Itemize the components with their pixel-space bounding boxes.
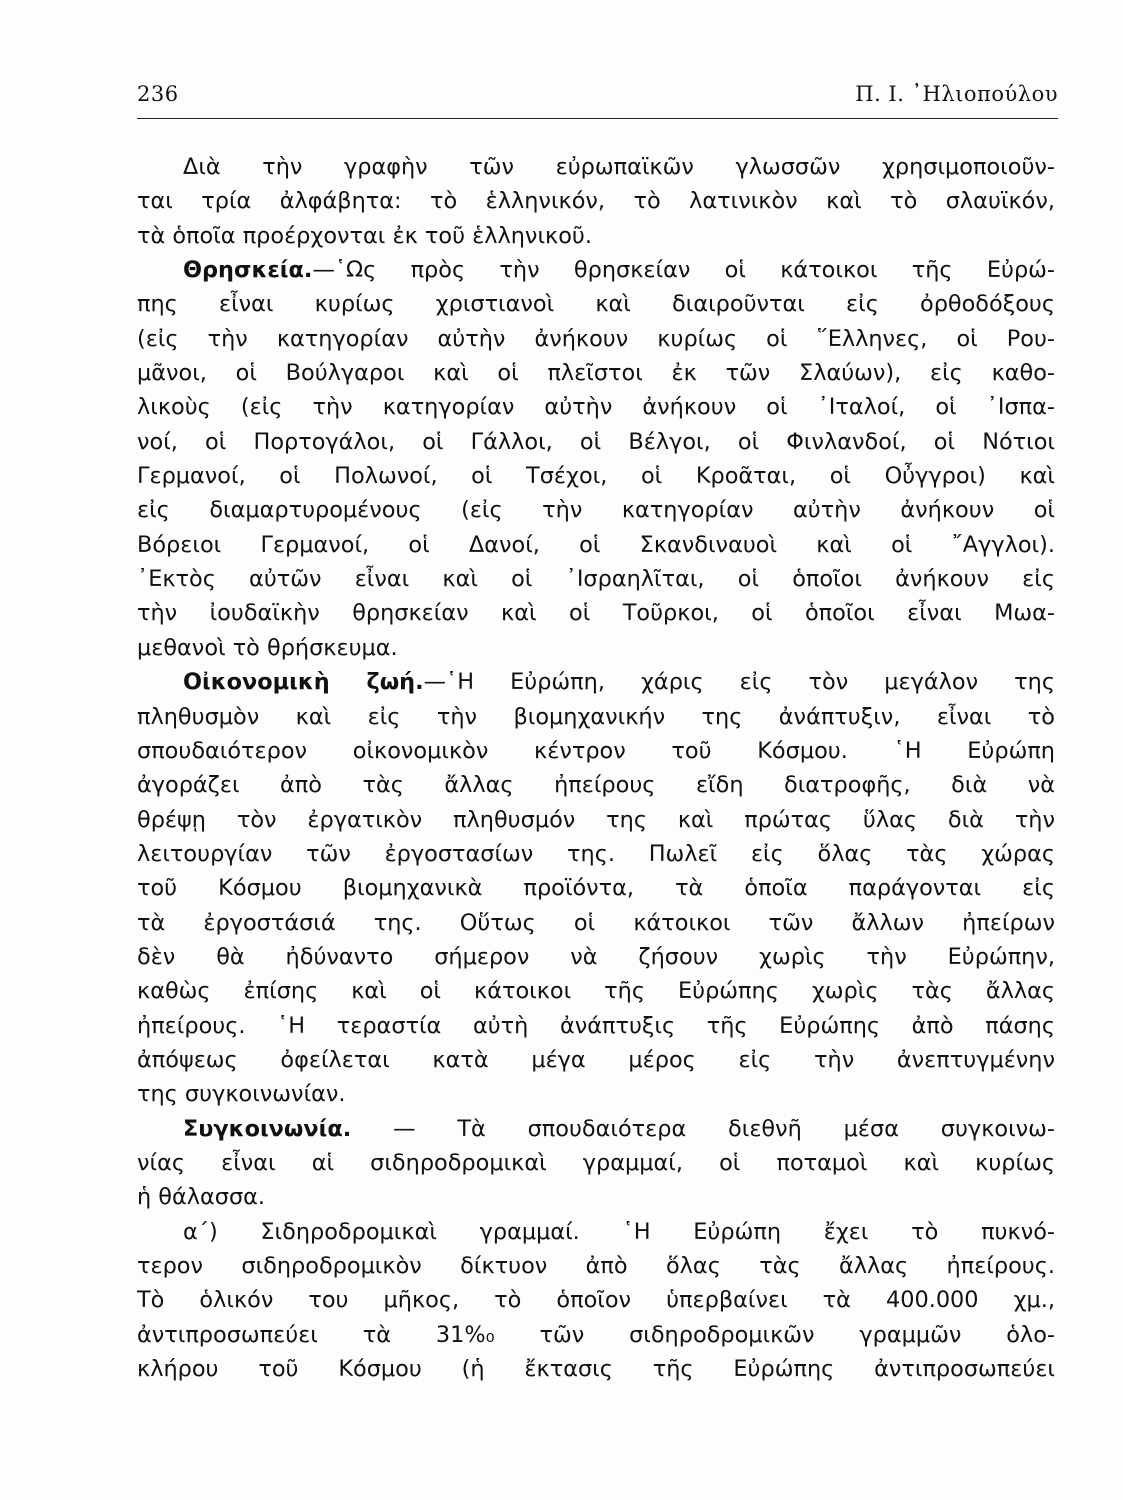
- text-line: Διὰ τὴν γραφὴν τῶν εὐρωπαϊκῶν γλωσσῶν χρησιμοποιοῦν-: [183, 154, 1055, 180]
- text-line: μεθανοὶ τὸ θρήσκευμα.: [137, 634, 398, 661]
- text-line-fragment: — Τὰ σπουδαιότερα διεθνῆ μέσα συγκοινω-: [393, 1115, 1055, 1142]
- text-line: τὰ ὁποῖα προέρχονται ἐκ τοῦ ἑλληνικοῦ.: [137, 222, 592, 249]
- paragraph-transport-first-line: [137, 1112, 1055, 1146]
- section-heading-economy: Οἰκονομικὴ ζωή.: [183, 669, 424, 696]
- text-line: ται τρία ἀλφάβητα: τὸ ἑλληνικόν, τὸ λατινικὸν καὶ τὸ σλαυϊκόν,: [137, 188, 1055, 215]
- text-line: θρέψῃ τὸν ἐργατικὸν πληθυσμόν της καὶ πρώτας ὕλας διὰ τὴν: [137, 806, 1055, 833]
- running-head: Π. Ι. ᾿Ηλιοπούλου: [855, 82, 1058, 106]
- text-line: Γερμανοί, οἱ Πολωνοί, οἱ Τσέχοι, οἱ Κροᾶται, οἱ Οὖγγροι) καὶ: [137, 463, 1055, 490]
- text-line: δὲν θὰ ἠδύναντο σήμερον νὰ ζήσουν χωρὶς τὴν Εὐρώπην,: [137, 943, 1055, 970]
- text-line: της συγκοινωνίαν.: [137, 1081, 346, 1108]
- body-text: [137, 150, 1055, 1386]
- page-number: 236: [137, 82, 179, 106]
- text-line: ἡ θάλασσα.: [137, 1184, 266, 1211]
- page-header: [137, 78, 1058, 119]
- paragraph-railways-first-line: [137, 1215, 1055, 1249]
- text-line: καθὼς ἐπίσης καὶ οἱ κάτοικοι τῆς Εὐρώπης χωρὶς τὰς ἄλλας: [137, 978, 1055, 1005]
- text-line: τερον σιδηροδρομικὸν δίκτυον ἀπὸ ὅλας τὰς ἄλλας ἠπείρους.: [137, 1253, 1055, 1279]
- text-line-fragment: ῾Η Εὐρώπη ἔχει τὸ πυκνό-: [622, 1218, 1055, 1245]
- text-line: ἀγοράζει ἀπὸ τὰς ἄλλας ἠπείρους εἴδη διατροφῆς, διὰ νὰ: [137, 772, 1055, 799]
- text-line: ἠπείρους. ῾Η τεραστία αὐτὴ ἀνάπτυξις τῆς Εὐρώπης ἀπὸ πάσης: [137, 1012, 1055, 1039]
- paragraph-religion-first-line: [137, 253, 1055, 287]
- text-line-fragment: —῾Η Εὐρώπη, χάρις εἰς τὸν μεγάλον της: [423, 669, 1055, 696]
- text-line: ᾿Εκτὸς αὐτῶν εἶναι καὶ οἱ ᾿Ισραηλῖται, οἱ ὁποῖοι ἀνήκουν εἰς: [137, 566, 1055, 593]
- text-line: πης εἶναι κυρίως χριστιανοὶ καὶ διαιροῦνται εἰς ὀρθοδόξους: [137, 291, 1055, 318]
- text-line: λικοὺς (εἰς τὴν κατηγορίαν αὐτὴν ἀνήκουν οἱ ᾿Ιταλοί, οἱ ᾿Ισπα-: [137, 394, 1055, 421]
- text-line: Τὸ ὁλικόν του μῆκος, τὸ ὁποῖον ὑπερβαίνει τὰ 400.000 χμ.,: [137, 1287, 1055, 1314]
- text-line: κλήρου τοῦ Κόσμου (ἡ ἔκτασις τῆς Εὐρώπης ἀντιπροσωπεύει: [137, 1356, 1055, 1383]
- text-line: εἰς διαμαρτυρομένους (εἰς τὴν κατηγορίαν αὐτὴν ἀνήκουν οἱ: [137, 497, 1055, 524]
- text-line: τὰ ἐργοστάσιά της. Οὕτως οἱ κάτοικοι τῶν ἄλλων ἠπείρων: [137, 909, 1055, 936]
- text-line: πληθυσμὸν καὶ εἰς τὴν βιομηχανικήν της ἀνάπτυξιν, εἶναι τὸ: [137, 703, 1055, 730]
- text-line: ἀντιπροσωπεύει τὰ 31%₀ τῶν σιδηροδρομικῶν γραμμῶν ὁλο-: [137, 1321, 1055, 1348]
- text-line: λειτουργίαν τῶν ἐργοστασίων της. Πωλεῖ εἰς ὅλας τὰς χώρας: [137, 840, 1055, 867]
- section-heading-religion: Θρησκεία.: [183, 257, 313, 284]
- text-line: μᾶνοι, οἱ Βούλγαροι καὶ οἱ πλεῖστοι ἐκ τῶν Σλαύων), εἰς καθο-: [137, 360, 1055, 387]
- paragraph-economy-first-line: [137, 665, 1055, 699]
- text-line: σπουδαιότερον οἰκονομικὸν κέντρον τοῦ Κόσμου. ῾Η Εὐρώπη: [137, 737, 1055, 764]
- text-line: Βόρειοι Γερμανοί, οἱ Δανοί, οἱ Σκανδιναυοὶ καὶ οἱ ῎Αγγλοι).: [137, 531, 1055, 558]
- text-line: (εἰς τὴν κατηγορίαν αὐτὴν ἀνήκουν κυρίως οἱ ῞Ελληνες, οἱ Ρου-: [137, 325, 1055, 352]
- text-line: νοί, οἱ Πορτογάλοι, οἱ Γάλλοι, οἱ Βέλγοι, οἱ Φινλανδοί, οἱ Νότιοι: [137, 428, 1055, 455]
- text-line: τὴν ἰουδαϊκὴν θρησκείαν καὶ οἱ Τοῦρκοι, οἱ ὁποῖοι εἶναι Μωα-: [137, 600, 1055, 627]
- subsection-heading-railways: α´) Σιδηροδρομικαὶ γραμμαί.: [183, 1218, 580, 1245]
- section-heading-transport: Συγκοινωνία.: [183, 1115, 352, 1142]
- text-line: νίας εἶναι αἱ σιδηροδρομικαὶ γραμμαί, οἱ ποταμοὶ καὶ κυρίως: [137, 1149, 1055, 1176]
- text-line: τοῦ Κόσμου βιομηχανικὰ προϊόντα, τὰ ὁποῖα παράγονται εἰς: [137, 875, 1055, 902]
- text-line-fragment: —῾Ως πρὸς τὴν θρησκείαν οἱ κάτοικοι τῆς Εὐρώ-: [312, 257, 1055, 284]
- text-line: ἀπόψεως ὀφείλεται κατὰ μέγα μέρος εἰς τὴν ἀνεπτυγμένην: [137, 1046, 1055, 1073]
